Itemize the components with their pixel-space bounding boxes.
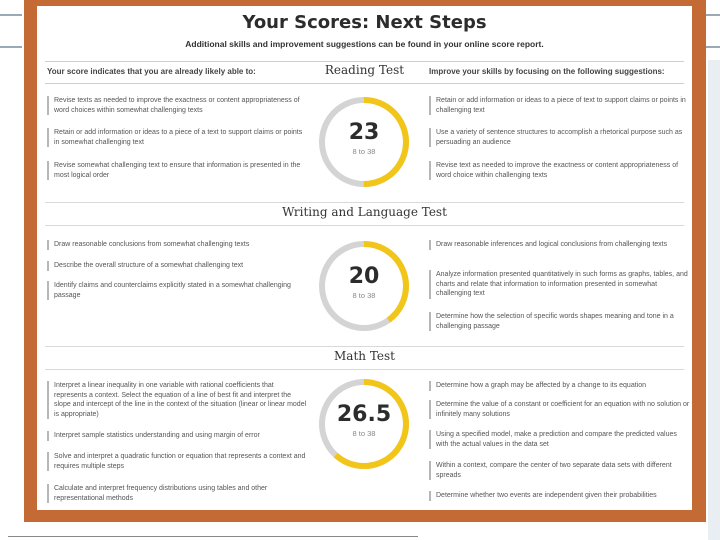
math-left-item-1: Interpret a linear inequality in one variable with rational coefficients that represents a context. Select the equation of a line of best fit and interpret the slope and intercept of the line in the context of the situation (linear or linear model is appropriate) (47, 381, 307, 419)
section-title-reading (37, 63, 692, 77)
section-rule-math (45, 346, 684, 347)
reading-left-item-3: Revise somewhat challenging text to ensure that information is presented in the most logical order (47, 161, 307, 180)
slide-bottom-rule (8, 536, 418, 537)
math-left-item-2: Interpret sample statistics understanding and using margin of error (47, 431, 307, 441)
reading-right-item-2: Use a variety of sentence structures to accomplish a rhetorical purpose such as persuading an audience (429, 128, 691, 147)
section-rule-math-bottom (45, 369, 684, 370)
section-title-reading-text: Reading Test (319, 63, 410, 77)
reading-score-range: 8 to 38 (352, 147, 376, 156)
section-rule-writing (45, 202, 684, 203)
page-title: Your Scores: Next Steps (242, 12, 487, 33)
score-report-frame (24, 0, 706, 522)
reading-left-item-1: Revise texts as needed to improve the exactness or content appropriateness of word choices within somewhat challenging texts (47, 96, 307, 115)
right-column-header: Improve your skills by focusing on the following suggestions: (429, 67, 665, 76)
header-rule-bottom (45, 83, 684, 84)
math-right-item-1: Determine how a graph may be affected by a change to its equation (429, 381, 691, 391)
writing-left-item-1: Draw reasonable conclusions from somewhat challenging texts (47, 240, 307, 250)
writing-score-gauge (316, 238, 412, 334)
slide-corner-decoration-left (0, 14, 22, 48)
writing-left-item-3: Identify claims and counterclaims explicitly stated in a somewhat challenging passage (47, 281, 307, 300)
math-score-range: 8 to 38 (352, 429, 376, 438)
slide-side-strip (708, 60, 720, 540)
writing-score-range: 8 to 38 (352, 291, 376, 300)
math-right-item-5: Determine whether two events are independent given their probabilities (429, 491, 691, 501)
writing-score-value: 20 (348, 264, 380, 289)
math-score-value: 26.5 (336, 402, 392, 427)
reading-left-item-2: Retain or add information or ideas to a piece of a text to support claims or points in somewhat challenging text (47, 128, 307, 147)
math-right-item-4: Within a context, compare the center of two separate data sets with different spreads (429, 461, 691, 480)
writing-right-item-3: Determine how the selection of specific words shapes meaning and tone in a challenging passage (429, 312, 691, 331)
math-left-item-3: Solve and interpret a quadratic function or equation that represents a context and requires multiple steps (47, 452, 307, 471)
math-left-item-4: Calculate and interpret frequency distributions using tables and other representational methods (47, 484, 307, 503)
reading-score-gauge (316, 94, 412, 190)
math-right-item-3: Using a specified model, make a prediction and compare the predicted values with the actual values in the data set (429, 430, 691, 449)
writing-right-item-1: Draw reasonable inferences and logical conclusions from challenging texts (429, 240, 691, 250)
section-rule-writing-bottom (45, 225, 684, 226)
section-title-writing: Writing and Language Test (282, 205, 447, 219)
section-title-math: Math Test (334, 349, 395, 363)
writing-left-item-2: Describe the overall structure of a somewhat challenging text (47, 261, 307, 271)
left-column-header: Your score indicates that you are already likely able to: (47, 67, 256, 76)
score-report-sheet (37, 6, 692, 510)
writing-right-item-2: Analyze information presented quantitatively in such forms as graphs, tables, and charts and relate that information to information presented in somewhat challenging text (429, 270, 691, 299)
reading-right-item-3: Revise text as needed to improve the exactness or content appropriateness of word choice within challenging texts (429, 161, 691, 180)
reading-score-value: 23 (348, 120, 380, 145)
math-right-item-2: Determine the value of a constant or coefficient for an equation with no solution or infinitely many solutions (429, 400, 691, 419)
header-rule-top (45, 61, 684, 62)
page-subtitle: Additional skills and improvement suggestions can be found in your online score report. (185, 39, 544, 49)
math-score-gauge (316, 376, 412, 472)
reading-right-item-1: Retain or add information or ideas to a piece of text to support claims or points in challenging text (429, 96, 691, 115)
